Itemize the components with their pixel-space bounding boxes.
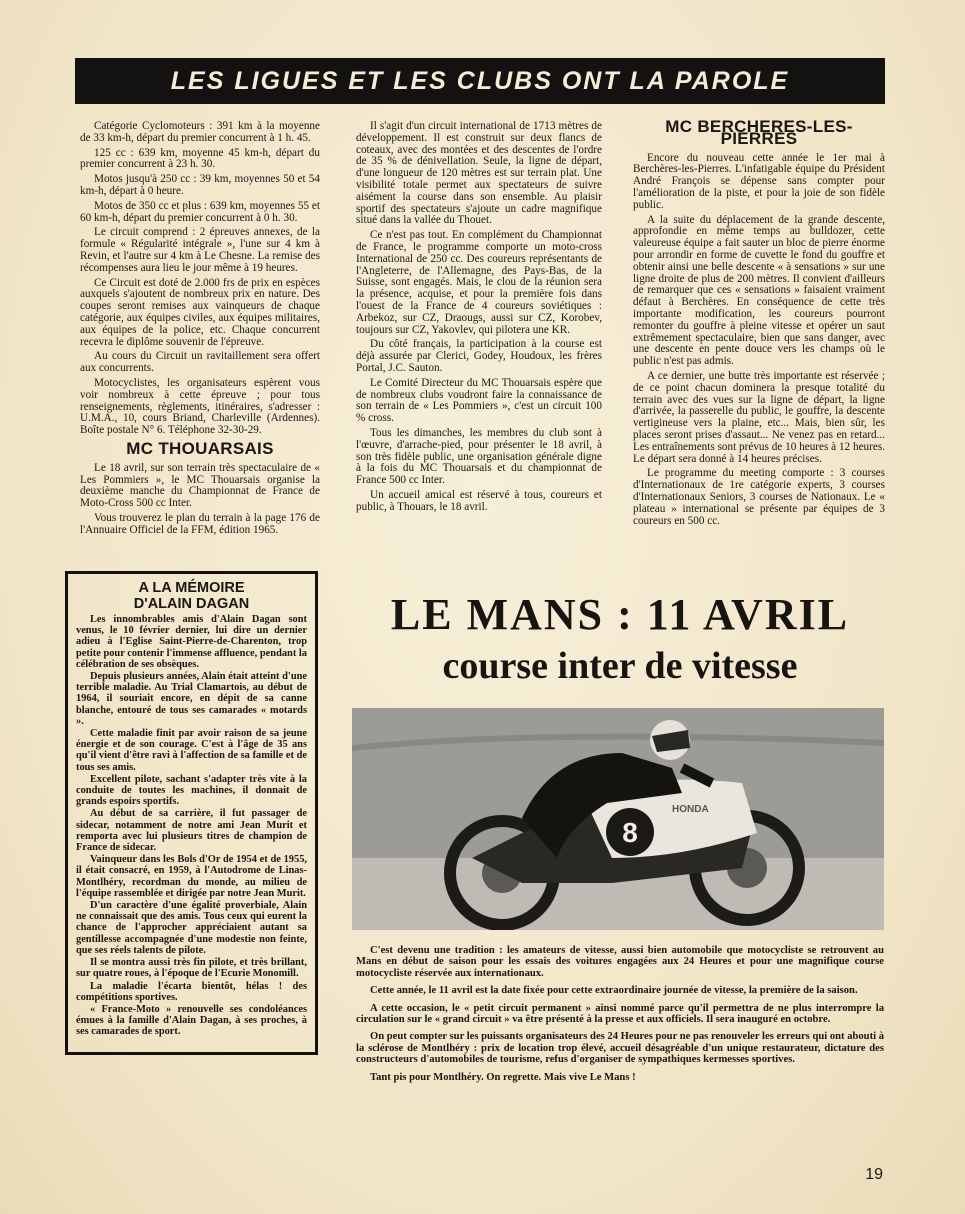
- paragraph: Le circuit comprend : 2 épreuves annexes, de la formule « Régularité intégrale », l'une sur 4 km à Revin, et l'autre sur 4 km à Le Chesne. La remise des récompenses aura lieu le jour même à 19 heures.: [80, 226, 320, 274]
- photo-illustration: [352, 708, 884, 930]
- race-number: 8: [622, 817, 638, 848]
- paragraph: Encore du nouveau cette année le 1er mai à Berchères-les-Pierres. L'infatigable équipe du Président André François se dépense sans compter pour l'amélioration de la piste, et pour la joie de son fidèle public.: [633, 151, 885, 211]
- paragraph: Motos jusqu'à 250 cc : 39 km, moyennes 50 et 54 km-h, départ à 0 heure.: [80, 173, 320, 197]
- paragraph: 125 cc : 639 km, moyenne 45 km-h, départ du premier concurrent à 23 h. 30.: [80, 146, 320, 171]
- paragraph: Motocyclistes, les organisateurs espèrent vous voir nombreux à cette épreuve ; pour tous renseignements, règlements, itinéraires, s'adresser : U.M.A., 10, cours Briand, Charleville (Ardennes). Boîte postale N° 6. Téléphone 32-30-29.: [80, 376, 320, 437]
- section-banner: LES LIGUES ET LES CLUBS ONT LA PAROLE: [75, 58, 885, 104]
- paragraph: Vainqueur dans les Bols d'Or de 1954 et de 1955, il était consacré, en 1959, à l'Autodrome de Linas-Montlhéry, recordman du monde, au milieu de l'équipe rassemblée et dirigée par notre Jean Murit.: [76, 854, 307, 899]
- paragraph: La maladie l'écarta bientôt, hélas ! des compétitions sportives.: [76, 980, 307, 1003]
- bike-brand: HONDA: [672, 804, 709, 815]
- page-number: 19: [865, 1166, 883, 1183]
- paragraph: Du côté français, la participation à la course est déjà assurée par Clerici, Godey, Houdoux, les frères Portal, J.C. Sauton.: [356, 338, 602, 374]
- paragraph: Au début de sa carrière, il fut passager de sidecar, notamment de notre ami Jean Murit et remporta avec lui plusieurs titres de champion de France de sidecar.: [76, 808, 307, 854]
- paragraph: Vous trouverez le plan du terrain à la page 176 de l'Annuaire Officiel de la FFM, édition 1965.: [80, 511, 320, 536]
- paragraph: Catégorie Cyclomoteurs : 391 km à la moyenne de 33 km-h, départ du premier concurrent à 1 h. 45.: [80, 120, 320, 144]
- paragraph: Un accueil amical est réservé à tous, coureurs et public, à Thouars, le 18 avril.: [356, 488, 602, 513]
- paragraph: D'un caractère d'une égalité proverbiale, Alain ne connaissait que des amis. Tous ceux qui eurent la chance de l'approcher appréciaient autant sa gentillesse accompagnée d'une modestie non feinte, que ses réels talents de pilote.: [76, 900, 307, 956]
- article-headline: [352, 590, 888, 688]
- column-1: [80, 121, 320, 540]
- memorial-box: [65, 571, 318, 1055]
- paragraph: Tant pis pour Montlhéry. On regrette. Mais vive Le Mans !: [370, 1071, 636, 1083]
- paragraph: A ce dernier, une butte très importante est réservée ; de ce point chacun dominera la presque totalité du terrain avec des vues sur la ligne de départ, la ligne d'arrivée, la passerelle du public, le gouffre, la descente vertigineuse vers la plaine, etc... Mais, bien sûr, les places seront prises d'assaut... Ne venez pas en retard... Les entraînements sont prévus de 10 heures à 12 heures. Le départ sera donné à 14 heures précises.: [633, 369, 885, 465]
- paragraph: Il se montra aussi très fin pilote, et très brillant, sur quatre roues, à l'époque de l'Ecurie Monomill.: [76, 957, 307, 980]
- section-heading-thouarsais: MC THOUARSAIS: [126, 438, 274, 458]
- paragraph: A la suite du déplacement de la grande descente, approfondie en même temps au bulldozer, cette valeureuse équipe a fait sauter un bloc de pierre énorme pour arrondir en forme de cuvette le fond du gouffre et obtenir ainsi une belle descente « à sensations » sur une ligne droite de plus de 200 mètres. Il convient d'ailleurs de remarquer que ces « sensations » faisaient vraiment défaut à Berchères. En conséquence de cette très importante modification, les coureurs pourront remonter du gouffre à pleine vitesse et opérer un saut extrêmement spectaculaire, bien que sans danger, avec une descente en pente douce vers les champs où le public n'est pas admis.: [633, 213, 885, 368]
- headline-line2: course inter de vitesse: [442, 645, 798, 687]
- memorial-title-line2: D'ALAIN DAGAN: [133, 596, 250, 612]
- le-mans-article: [356, 945, 884, 1089]
- memorial-title: [76, 580, 307, 612]
- paragraph: Au cours du Circuit un ravitaillement sera offert aux concurrents.: [80, 350, 320, 375]
- paragraph: Ce Circuit est doté de 2.000 frs de prix en espèces auxquels s'ajoutent de nombreux prix en nature. Des coupes seront remises aux vainqueurs de chaque catégorie, aux équipes civiles, aux équipes militaires, aux équipes de la police, etc. Chaque concurrent recevra le diplôme souvenir de l'épreuve.: [80, 276, 320, 348]
- memorial-body: [76, 614, 307, 1038]
- paragraph: Motos de 350 cc et plus : 639 km, moyennes 55 et 60 km-h, départ du premier concurrent à 0 h. 30.: [80, 199, 320, 224]
- paragraph: Ce n'est pas tout. En complément du Championnat de France, le programme comporte un moto-cross International de 250 cc. Des coureurs représentants de l'Angleterre, de l'Allemagne, des Pays-Bas, de la Suisse, sont engagés. Mais, le clou de la réunion sera la présence, acquise, et pour la première fois dans l'ouest de la France de 4 coureurs soviétiques : Arbekoz, sur CZ, Draougs, aussi sur CZ, Korobev, toujours sur CZ, Yakovlev, qui pilotera une KR.: [356, 229, 602, 336]
- paragraph: A cette occasion, le « petit circuit permanent » ainsi nommé parce qu'il permettra de ne plus interrompre la circulation sur le « grand circuit » va être présenté à la presse et aux officiels. Il sera inauguré en octobre.: [356, 1002, 884, 1026]
- paragraph: Les innombrables amis d'Alain Dagan sont venus, le 10 février dernier, lui dire un dernier adieu à l'Eglise Saint-Pierre-de-Charenton, trop petite pour contenir l'immense affluence, pendant la célébration de ses obsèques.: [76, 614, 307, 670]
- section-heading-bercheres: MC BERCHERES-LES-PIERRES: [665, 117, 853, 148]
- paragraph: Excellent pilote, sachant s'adapter très vite à la conduite de toutes les machines, il donnait de grands espoirs sportifs.: [76, 773, 307, 808]
- paragraph: Tous les dimanches, les membres du club sont à l'œuvre, d'arrache-pied, pour présenter le 18 avril, à son très fidèle public, une organisation générale digne à la fois du MC Thouarsais et du championnat de France 500 cc Inter.: [356, 426, 602, 487]
- paragraph: Le programme du meeting comporte : 3 courses d'Internationaux de 1re catégorie experts, 3 courses d'Internationaux Seniors, 3 courses de Nationaux. Le « plateau » international se présente par équipes de 3 coureurs en 500 cc.: [633, 467, 885, 527]
- headline-line1: LE MANS : 11 AVRIL: [390, 590, 850, 639]
- paragraph: C'est devenu une tradition : les amateurs de vitesse, aussi bien automobile que motocycliste se retrouvent au Mans en début de saison pour les essais des voitures engagées aux 24 Heures et pour une magnifique course motocycliste réservée aux internationaux.: [356, 945, 884, 979]
- column-3: [633, 117, 885, 530]
- memorial-title-line1: A LA MÉMOIRE: [138, 580, 245, 596]
- paragraph: Depuis plusieurs années, Alain était atteint d'une terrible maladie. Au Trial Clamartois, au début de 1964, il souriait encore, en dépit de sa canne blanche, entouré de tous ses camarades « motards ».: [76, 671, 307, 727]
- column-2: [356, 121, 602, 517]
- paragraph: Il s'agit d'un circuit international de 1713 mètres de développement. Il est construit sur deux flancs de coteaux, avec des montées et des descentes de l'ordre de 35 % de dénivellation. Seule, la ligne de départ, d'une longueur de 120 mètres est sur terrain plat. Une visibilité totale permet aux spectateurs de suivre aisément la course dans son ensemble. Au plaisir sportif des spectateurs s'ajoute un cadre magnifique situé dans la vallée du Thouet.: [356, 120, 602, 227]
- paragraph: Le Comité Directeur du MC Thouarsais espère que de nombreux clubs voudront faire la connaissance de son terrain de « Les Pommiers », c'est un circuit 100 % cross.: [356, 376, 602, 425]
- paragraph: Cette année, le 11 avril est la date fixée pour cette extraordinaire journée de vitesse, la première de la saison.: [370, 985, 858, 997]
- paragraph: Le 18 avril, sur son terrain très spectaculaire de « Les Pommiers », le MC Thouarsais organise la deuxième manche du Championnat de France de Moto-Cross 500 cc Inter.: [80, 461, 320, 510]
- paragraph: « France-Moto » renouvelle ses condoléances émues à la famille d'Alain Dagan, à ses proches, à ses camarades de sport.: [76, 1003, 307, 1038]
- motorcycle-racer-photo: [352, 708, 884, 930]
- paragraph: Cette maladie finit par avoir raison de sa jeune énergie et de son courage. C'est à l'âge de 35 ans qu'il vient d'être ravi à l'affection de sa famille et de tous ses amis.: [76, 728, 307, 773]
- paragraph: On peut compter sur les puissants organisateurs des 24 Heures pour ne pas renouveler les erreurs qui ont abouti à la sclérose de Montlhéry : prix de location trop élevé, accueil désagréable d'un unique restaurateur, dictature des constructeurs d'automobiles de tourisme, refus d'organiser de sympathiques kermesses sportives.: [356, 1031, 884, 1066]
